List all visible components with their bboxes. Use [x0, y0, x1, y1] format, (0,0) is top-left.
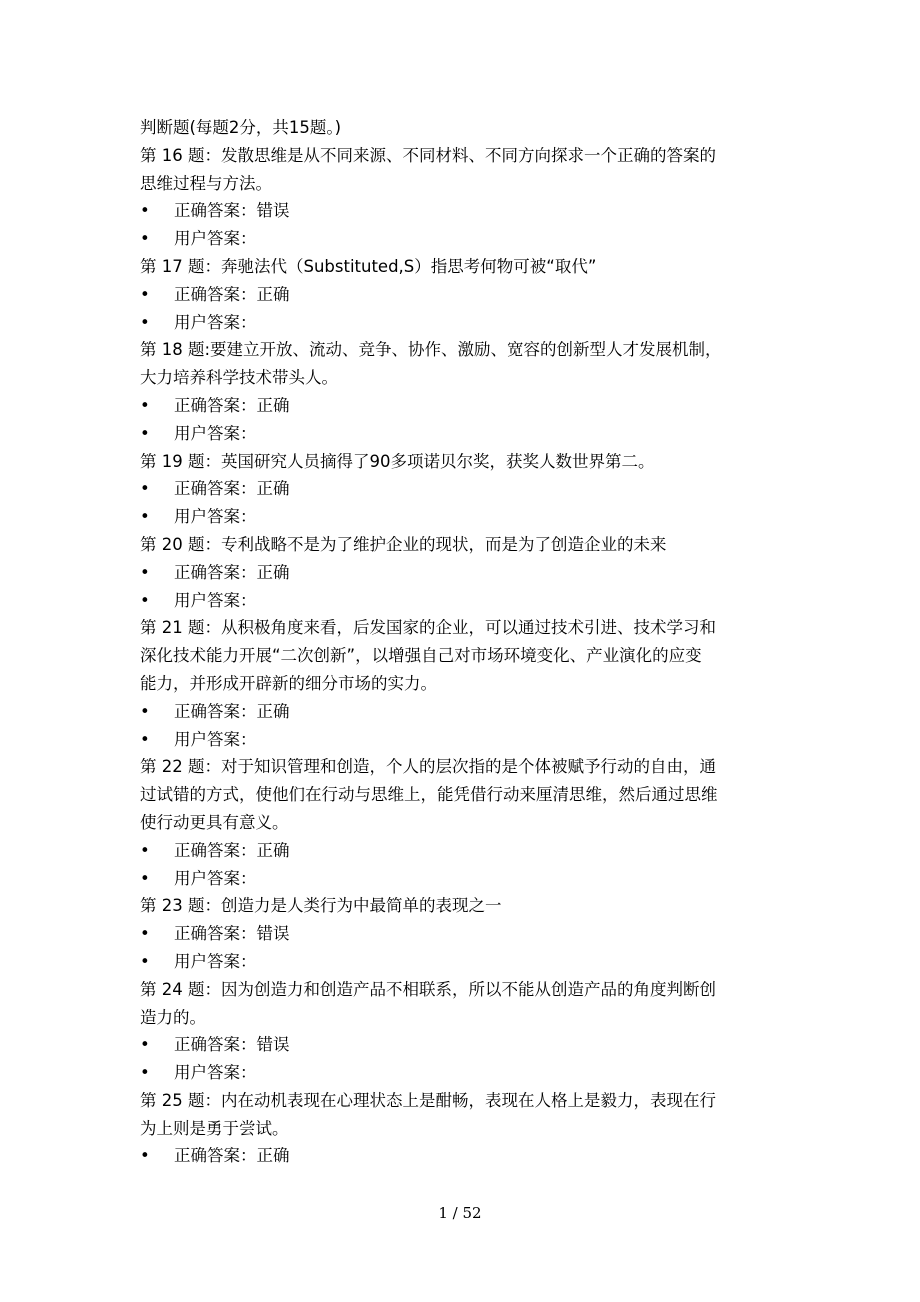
bullet-icon: • — [140, 284, 150, 304]
user-answer-text: 用户答案： — [174, 590, 257, 610]
user-answer — [140, 420, 790, 448]
bullet-icon: • — [140, 924, 150, 944]
bullet-icon: • — [140, 562, 150, 582]
correct-answer-text: 正确答案：错误 — [174, 924, 290, 944]
correct-answer — [140, 837, 790, 865]
question-text-line: 使行动更具有意义。 — [140, 812, 289, 832]
bullet-icon: • — [140, 229, 150, 249]
question-text-line: 思维过程与方法。 — [140, 173, 272, 193]
correct-answer-text: 正确答案：正确 — [174, 395, 290, 415]
user-answer-text: 用户答案： — [174, 507, 257, 527]
bullet-icon: • — [140, 840, 150, 860]
question-list — [140, 114, 790, 1170]
user-answer — [140, 948, 790, 976]
user-answer — [140, 503, 790, 531]
correct-answer — [140, 1142, 790, 1170]
user-answer — [140, 1059, 790, 1087]
user-answer-text: 用户答案： — [174, 729, 257, 749]
bullet-icon: • — [140, 395, 150, 415]
bullet-icon: • — [140, 1146, 150, 1166]
question-text-line: 过试错的方式，使他们在行动与思维上，能凭借行动来厘清思维，然后通过思维 — [140, 785, 718, 805]
question-text-line: 第 22 题：对于知识管理和创造，个人的层次指的是个体被赋予行动的自由，通 — [140, 757, 716, 777]
bullet-icon: • — [140, 951, 150, 971]
correct-answer — [140, 559, 790, 587]
bullet-icon: • — [140, 479, 150, 499]
page-number: 1 / 52 — [438, 1204, 482, 1222]
correct-answer — [140, 920, 790, 948]
question-text-line: 第 25 题：内在动机表现在心理状态上是酣畅，表现在人格上是毅力，表现在行 — [140, 1090, 716, 1110]
question-text-line: 第 21 题：从积极角度来看，后发国家的企业，可以通过技术引进、技术学习和 — [140, 618, 716, 638]
correct-answer-text: 正确答案：正确 — [174, 840, 290, 860]
bullet-icon: • — [140, 590, 150, 610]
bullet-icon: • — [140, 729, 150, 749]
correct-answer-text: 正确答案：正确 — [174, 479, 290, 499]
section-header: 判断题(每题2分，共15题。) — [140, 118, 342, 137]
user-answer-text: 用户答案： — [174, 1063, 257, 1083]
user-answer-text: 用户答案： — [174, 423, 257, 443]
user-answer — [140, 309, 790, 337]
question-text-line: 第 23 题：创造力是人类行为中最简单的表现之一 — [140, 896, 502, 916]
user-answer-text: 用户答案： — [174, 229, 257, 249]
user-answer-text: 用户答案： — [174, 868, 257, 888]
bullet-icon: • — [140, 1063, 150, 1083]
correct-answer — [140, 1031, 790, 1059]
correct-answer-text: 正确答案：正确 — [174, 1146, 290, 1166]
user-answer-text: 用户答案： — [174, 951, 257, 971]
correct-answer — [140, 475, 790, 503]
question-text-line: 第 19 题：英国研究人员摘得了90多项诺贝尔奖，获奖人数世界第二。 — [140, 451, 655, 471]
user-answer — [140, 587, 790, 615]
correct-answer-text: 正确答案：正确 — [174, 284, 290, 304]
correct-answer-text: 正确答案：正确 — [174, 701, 290, 721]
correct-answer-text: 正确答案：错误 — [174, 1035, 290, 1055]
correct-answer — [140, 698, 790, 726]
question-text-line: 第 17 题：奔驰法代（Substituted,S）指思考何物可被“取代” — [140, 256, 597, 276]
correct-answer — [140, 197, 790, 225]
question-text-line: 第 16 题：发散思维是从不同来源、不同材料、不同方向探求一个正确的答案的 — [140, 145, 716, 165]
user-answer — [140, 726, 790, 754]
question-text-line: 第 24 题：因为创造力和创造产品不相联系，所以不能从创造产品的角度判断创 — [140, 979, 716, 999]
correct-answer-text: 正确答案：错误 — [174, 201, 290, 221]
bullet-icon: • — [140, 868, 150, 888]
question-text-line: 为上则是勇于尝试。 — [140, 1118, 289, 1138]
user-answer-text: 用户答案： — [174, 312, 257, 332]
question-text-line: 大力培养科学技术带头人。 — [140, 368, 338, 388]
question-text-line: 第 18 题:要建立开放、流动、竞争、协作、激励、宽容的创新型人才发展机制， — [140, 340, 722, 360]
correct-answer — [140, 281, 790, 309]
correct-answer-text: 正确答案：正确 — [174, 562, 290, 582]
correct-answer — [140, 392, 790, 420]
user-answer — [140, 225, 790, 253]
question-text-line: 深化技术能力开展“二次创新”，以增强自己对市场环境变化、产业演化的应变 — [140, 646, 702, 666]
bullet-icon: • — [140, 201, 150, 221]
bullet-icon: • — [140, 701, 150, 721]
question-text-line: 造力的。 — [140, 1007, 206, 1027]
bullet-icon: • — [140, 507, 150, 527]
bullet-icon: • — [140, 1035, 150, 1055]
bullet-icon: • — [140, 312, 150, 332]
question-text-line: 能力，并形成开辟新的细分市场的实力。 — [140, 673, 437, 693]
question-text-line: 第 20 题：专利战略不是为了维护企业的现状，而是为了创造企业的未来 — [140, 534, 667, 554]
user-answer — [140, 865, 790, 893]
bullet-icon: • — [140, 423, 150, 443]
